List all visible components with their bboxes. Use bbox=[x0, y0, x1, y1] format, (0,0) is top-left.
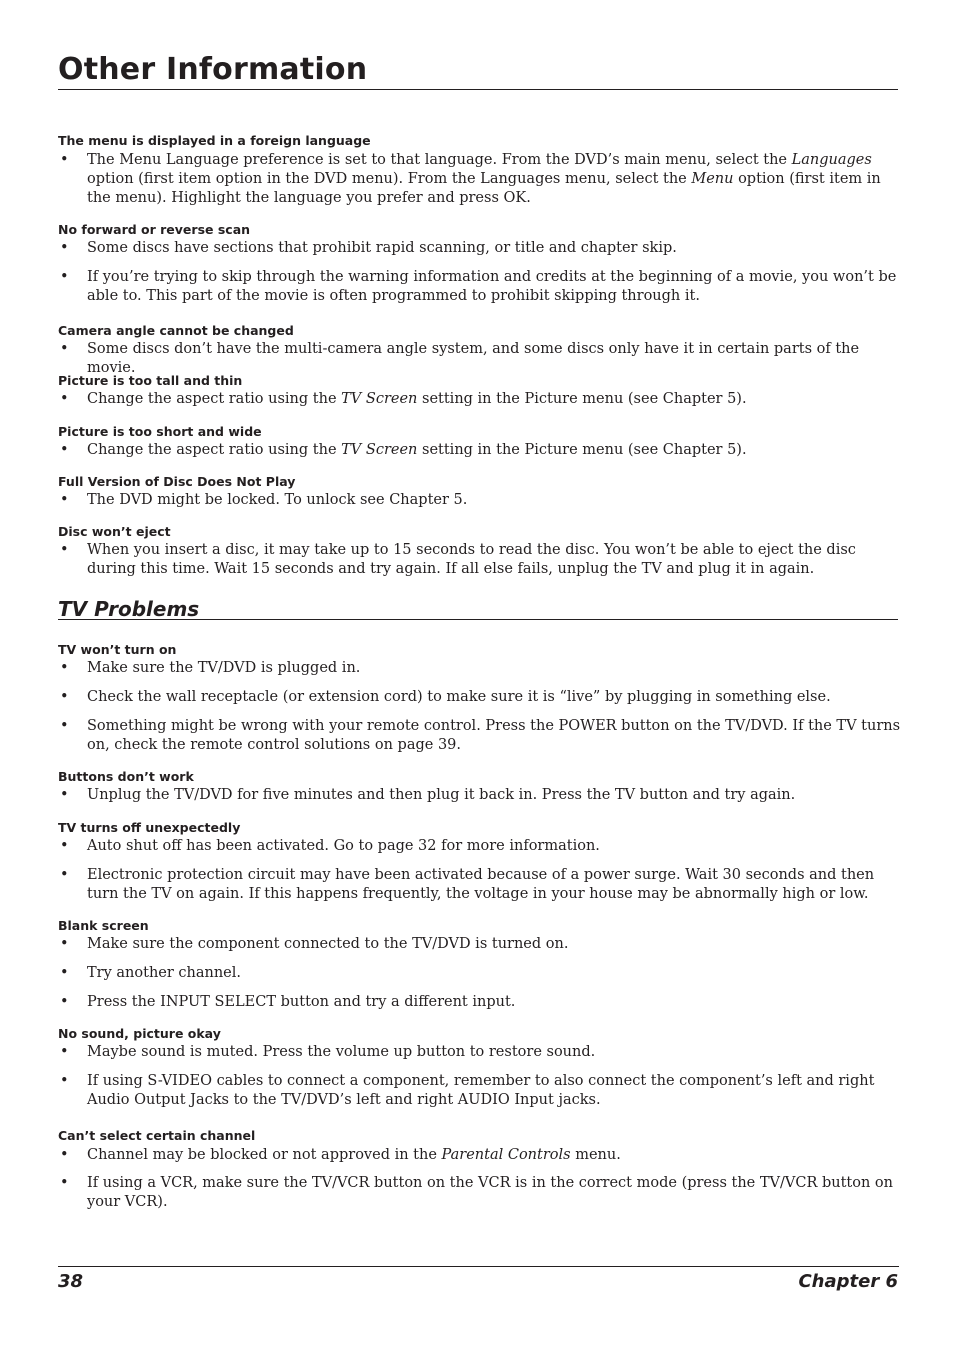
bullet-text: If you’re trying to skip through the warning information and credits at the beginning of a movie, you won’t be able to. This part of the movie is often programmed to prohibit skipping through it. bbox=[87, 269, 897, 304]
bullet-text: Unplug the TV/DVD for five minutes and then plug it back in. Press the TV button and try again. bbox=[87, 787, 796, 803]
bullet-text: The Menu Language preference is set to that language. From the DVD’s main menu, select the Languages option (first item option in the DVD menu). From the Languages menu, select the Menu option (first item in the menu). Highlight the language you prefer and press OK. bbox=[87, 152, 881, 206]
bullet: • bbox=[60, 936, 69, 952]
bullet: • bbox=[60, 240, 69, 256]
bullet: • bbox=[60, 1073, 69, 1089]
bullet-text: Change the aspect ratio using the TV Screen setting in the Picture menu (see Chapter 5). bbox=[87, 442, 747, 458]
section-rule bbox=[58, 619, 898, 620]
section-heading: Can’t select certain channel bbox=[58, 1128, 256, 1143]
bullet: • bbox=[60, 1175, 69, 1191]
bullet: • bbox=[60, 152, 69, 168]
bullet: • bbox=[60, 391, 69, 407]
section-heading: Buttons don’t work bbox=[58, 769, 194, 784]
bullet: • bbox=[60, 341, 69, 357]
bullet: • bbox=[60, 838, 69, 854]
bullet: • bbox=[60, 994, 69, 1010]
section-heading: No forward or reverse scan bbox=[58, 222, 251, 237]
bullet-text: Make sure the component connected to the TV/DVD is turned on. bbox=[87, 936, 569, 952]
bullet-text: Change the aspect ratio using the TV Screen setting in the Picture menu (see Chapter 5). bbox=[87, 391, 747, 407]
bullet: • bbox=[60, 269, 69, 285]
bullet: • bbox=[60, 965, 69, 981]
section-heading: Full Version of Disc Does Not Play bbox=[58, 474, 296, 489]
bullet-text: When you insert a disc, it may take up to 15 seconds to read the disc. You won’t be able to eject the disc during this time. Wait 15 seconds and try again. If all else fails, unplug the TV and plug it in again. bbox=[87, 542, 856, 577]
page-title: Other Information bbox=[58, 52, 368, 87]
bullet: • bbox=[60, 1147, 69, 1163]
bullet: • bbox=[60, 492, 69, 508]
section-heading: Picture is too tall and thin bbox=[58, 373, 243, 388]
chapter-label: Chapter 6 bbox=[798, 1271, 898, 1292]
bullet-text: Channel may be blocked or not approved in the Parental Controls menu. bbox=[87, 1147, 621, 1163]
bullet-text: Try another channel. bbox=[87, 965, 242, 981]
bullet-text: Auto shut off has been activated. Go to page 32 for more information. bbox=[87, 838, 600, 854]
section-heading: Disc won’t eject bbox=[58, 524, 171, 539]
bullet: • bbox=[60, 787, 69, 803]
bullet-text: Maybe sound is muted. Press the volume up button to restore sound. bbox=[87, 1044, 596, 1060]
bullet-text: If using S-VIDEO cables to connect a component, remember to also connect the component’s left and right Audio Output Jacks to the TV/DVD’s left and right AUDIO Input jacks. bbox=[87, 1073, 875, 1108]
title-rule bbox=[58, 89, 898, 90]
bullet-text: Something might be wrong with your remote control. Press the POWER button on the TV/DVD. If the TV turns on, check the remote control solutions on page 39. bbox=[87, 718, 901, 753]
section-heading: Blank screen bbox=[58, 918, 149, 933]
bullet-text: Electronic protection circuit may have been activated because of a power surge. Wait 30 seconds and then turn the TV on again. If this happens frequently, the voltage in your house may be abnormally high or low. bbox=[87, 867, 875, 902]
bullet: • bbox=[60, 718, 69, 734]
section-heading: Picture is too short and wide bbox=[58, 424, 262, 439]
tv-problems-title: TV Problems bbox=[58, 597, 200, 621]
bullet-text: The DVD might be locked. To unlock see Chapter 5. bbox=[87, 492, 468, 508]
section-heading: No sound, picture okay bbox=[58, 1026, 221, 1041]
page-number: 38 bbox=[58, 1271, 84, 1292]
bullet: • bbox=[60, 542, 69, 558]
section-heading: Camera angle cannot be changed bbox=[58, 323, 294, 338]
bullet-text: Check the wall receptacle (or extension cord) to make sure it is “live” by plugging in something else. bbox=[87, 689, 831, 705]
bullet: • bbox=[60, 442, 69, 458]
bullet: • bbox=[60, 867, 69, 883]
bullet-text: Some discs don’t have the multi-camera angle system, and some discs only have it in certain parts of the movie. bbox=[87, 341, 860, 376]
bullet-text: Make sure the TV/DVD is plugged in. bbox=[87, 660, 361, 676]
section-heading: TV turns off unexpectedly bbox=[58, 820, 241, 835]
bullet: • bbox=[60, 1044, 69, 1060]
bullet-text: If using a VCR, make sure the TV/VCR button on the VCR is in the correct mode (press the TV/VCR button on your VCR). bbox=[87, 1175, 894, 1210]
bullet-text: Press the INPUT SELECT button and try a different input. bbox=[87, 994, 516, 1010]
footer-rule bbox=[58, 1266, 899, 1267]
bullet-text: Some discs have sections that prohibit rapid scanning, or title and chapter skip. bbox=[87, 240, 677, 256]
section-heading: The menu is displayed in a foreign language bbox=[58, 133, 371, 148]
section-heading: TV won’t turn on bbox=[58, 642, 177, 657]
bullet: • bbox=[60, 660, 69, 676]
bullet: • bbox=[60, 689, 69, 705]
